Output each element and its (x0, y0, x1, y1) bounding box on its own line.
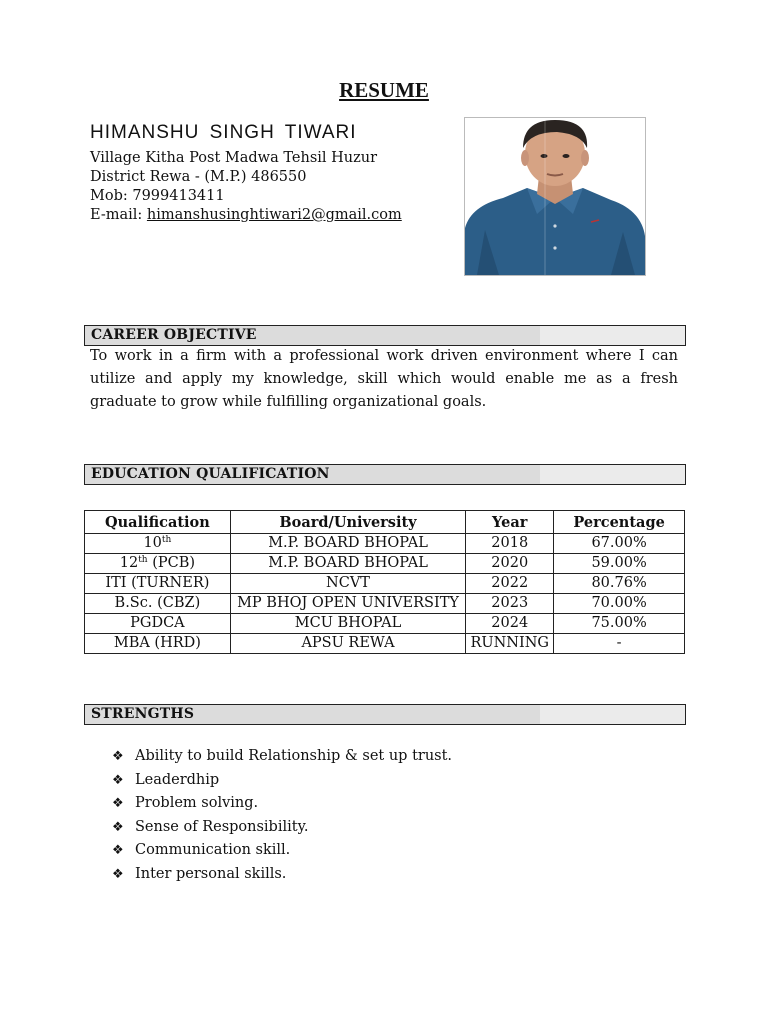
strength-text: Communication skill. (135, 842, 291, 859)
profile-photo-illustration (465, 118, 645, 275)
cell-qualification (85, 534, 231, 554)
email-link[interactable]: himanshusinghtiwari2@gmail.com (146, 207, 402, 223)
bar-segment (540, 326, 685, 345)
list-item (112, 839, 452, 863)
cell-qualification: PGDCA (85, 614, 231, 634)
qualification-sup: th (138, 555, 148, 565)
column-header-board: Board/University (230, 511, 465, 534)
strength-text: Sense of Responsibility. (135, 818, 309, 835)
table-row (85, 574, 685, 594)
cell-qualification: MBA (HRD) (85, 634, 231, 654)
cell-year: RUNNING (466, 634, 554, 654)
cell-qualification (85, 554, 231, 574)
candidate-name: HIMANSHU SINGH TIWARI (90, 122, 357, 143)
cell-year: 2022 (466, 574, 554, 594)
diamond-bullet-icon: ❖ (112, 796, 124, 812)
diamond-bullet-icon: ❖ (112, 772, 124, 788)
cell-qualification: ITI (TURNER) (85, 574, 231, 594)
cell-year: 2018 (466, 534, 554, 554)
column-header-qualification: Qualification (85, 511, 231, 534)
address-line-1: Village Kitha Post Madwa Tehsil Huzur (90, 150, 378, 166)
cell-qualification: B.Sc. (CBZ) (85, 594, 231, 614)
bar-segment (540, 465, 685, 484)
education-table (84, 510, 685, 654)
address-line-2: District Rewa - (M.P.) 486550 (90, 169, 307, 185)
mobile-label: Mob: (90, 188, 133, 204)
email-label: E-mail: (90, 207, 147, 223)
cell-percentage: 67.00% (554, 534, 685, 554)
career-objective-bar (84, 325, 686, 346)
cell-percentage: 70.00% (554, 594, 685, 614)
table-row (85, 594, 685, 614)
table-header-row (85, 511, 685, 534)
table-row (85, 634, 685, 654)
list-item (112, 769, 452, 793)
bar-segment (540, 705, 685, 724)
education-bar (84, 464, 686, 485)
column-header-year: Year (466, 511, 554, 534)
resume-title: RESUME (339, 78, 429, 102)
list-item (112, 863, 452, 887)
cell-percentage: 75.00% (554, 614, 685, 634)
career-objective-text: To work in a firm with a professional work driven environment where I can utilize and apply my knowledge, skill which would enable me as a fresh graduate to grow while fulfilling organizational goals. (90, 348, 678, 410)
list-item (112, 816, 452, 840)
diamond-bullet-icon: ❖ (112, 866, 124, 882)
education-heading: EDUCATION QUALIFICATION (91, 466, 330, 482)
mobile-number: 7999413411 (132, 188, 225, 204)
career-objective-heading: CAREER OBJECTIVE (91, 327, 257, 343)
mobile-line (90, 188, 225, 204)
profile-photo (464, 117, 646, 276)
qualification-text: 12 (119, 555, 139, 571)
cell-board: NCVT (230, 574, 465, 594)
cell-board: MP BHOJ OPEN UNIVERSITY (230, 594, 465, 614)
cell-board: MCU BHOPAL (230, 614, 465, 634)
cell-board: M.P. BOARD BHOPAL (230, 534, 465, 554)
cell-board: M.P. BOARD BHOPAL (230, 554, 465, 574)
cell-year: 2020 (466, 554, 554, 574)
strength-text: Problem solving. (135, 795, 259, 812)
table-row (85, 554, 685, 574)
strength-text: Leaderdhip (135, 771, 220, 788)
qualification-sup: th (161, 535, 172, 545)
cell-board: APSU REWA (230, 634, 465, 654)
strengths-heading: STRENGTHS (91, 706, 195, 722)
list-item (112, 745, 452, 769)
email-line (90, 207, 402, 223)
cell-percentage: 59.00% (554, 554, 685, 574)
strength-text: Ability to build Relationship & set up trust. (135, 748, 453, 764)
cell-year: 2023 (466, 594, 554, 614)
strengths-list (112, 745, 452, 887)
diamond-bullet-icon: ❖ (112, 843, 124, 859)
diamond-bullet-icon: ❖ (112, 749, 124, 764)
table-row (85, 534, 685, 554)
diamond-bullet-icon: ❖ (112, 819, 124, 835)
cell-percentage: - (554, 634, 685, 654)
cell-year: 2024 (466, 614, 554, 634)
cell-percentage: 80.76% (554, 574, 685, 594)
qualification-suffix: (PCB) (147, 555, 196, 571)
list-item (112, 792, 452, 816)
strengths-bar (84, 704, 686, 725)
strength-text: Inter personal skills. (135, 865, 287, 882)
table-row (85, 614, 685, 634)
qualification-text: 10 (143, 535, 162, 551)
column-header-percentage: Percentage (554, 511, 685, 534)
